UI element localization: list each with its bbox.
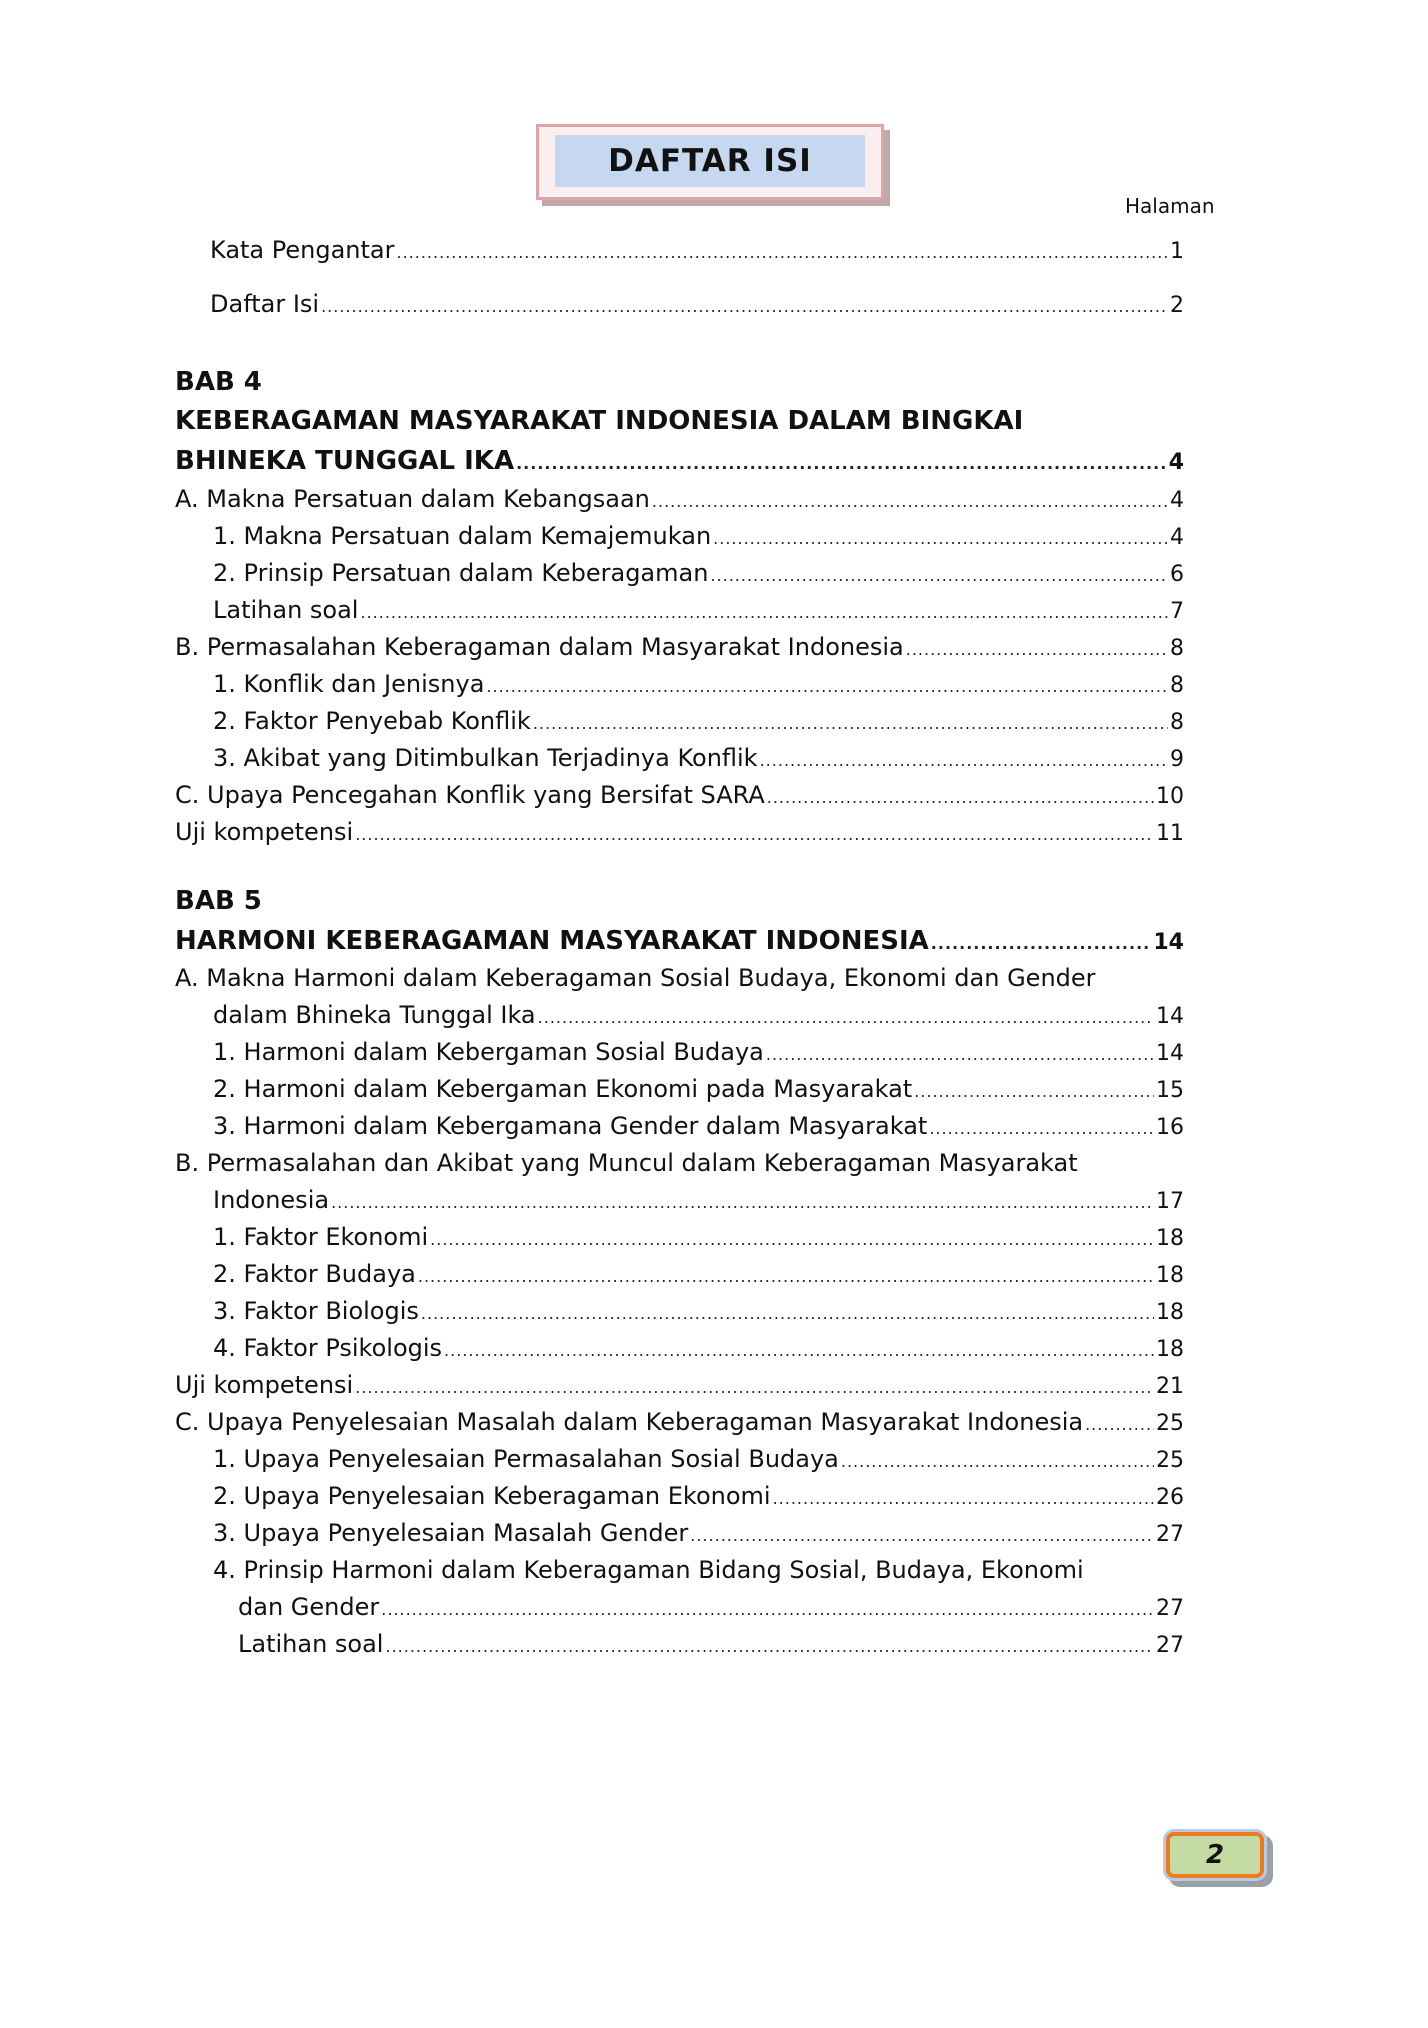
- toc-entry-label: Uji kompetensi: [175, 818, 354, 846]
- toc-entry-label: dan Gender: [238, 1593, 380, 1621]
- dot-leader: [931, 929, 1152, 959]
- toc-entry-label: 2. Faktor Penyebab Konflik: [213, 707, 531, 735]
- dot-leader: [516, 449, 1167, 479]
- toc-entry[interactable]: [213, 1481, 1184, 1514]
- toc-entry-label: Kata Pengantar: [210, 236, 395, 264]
- toc-entry[interactable]: [238, 1629, 1184, 1662]
- dot-leader: [385, 1632, 1154, 1662]
- dot-leader: [710, 561, 1168, 591]
- toc-entry[interactable]: [238, 1592, 1184, 1625]
- toc-entry-page: 26: [1156, 1485, 1184, 1510]
- toc-entry-page: 7: [1170, 599, 1184, 624]
- dot-leader: [1085, 1410, 1154, 1440]
- dot-leader: [486, 672, 1168, 702]
- toc-entry-page: 8: [1170, 673, 1184, 698]
- toc-entry-page: 25: [1156, 1411, 1184, 1436]
- toc-entry-page: 11: [1156, 821, 1184, 846]
- toc-entry-page: 14: [1156, 1004, 1184, 1029]
- toc-entry-label: 4. Faktor Psikologis: [213, 1334, 443, 1362]
- toc-heading[interactable]: [175, 886, 262, 916]
- toc-entry[interactable]: [175, 1148, 1078, 1178]
- toc-entry-page: 21: [1156, 1374, 1184, 1399]
- toc-entry-label: 1. Makna Persatuan dalam Kemajemukan: [213, 522, 712, 550]
- toc-entry-page: 9: [1170, 747, 1184, 772]
- dot-leader: [766, 1040, 1154, 1070]
- dot-leader: [690, 1521, 1154, 1551]
- toc-entry[interactable]: [213, 706, 1184, 739]
- toc-entry[interactable]: [213, 1259, 1184, 1292]
- dot-leader: [331, 1188, 1154, 1218]
- toc-entry[interactable]: [213, 1074, 1184, 1107]
- toc-entry-label: C. Upaya Penyelesaian Masalah dalam Keberagaman Masyarakat Indonesia: [175, 1408, 1084, 1436]
- page-title: DAFTAR ISI: [608, 143, 812, 179]
- toc-entry[interactable]: [213, 558, 1184, 591]
- toc-entry-label: B. Permasalahan Keberagaman dalam Masyarakat Indonesia: [175, 633, 904, 661]
- toc-entry[interactable]: [213, 1037, 1184, 1070]
- toc-entry[interactable]: [175, 817, 1184, 850]
- toc-entry-page: 17: [1156, 1189, 1184, 1214]
- toc-entry-label: 1. Faktor Ekonomi: [213, 1223, 429, 1251]
- toc-entry-label: 2. Harmoni dalam Kebergaman Ekonomi pada Masyarakat: [213, 1075, 913, 1103]
- toc-entry-page: 10: [1156, 784, 1184, 809]
- toc-entry-page: 18: [1156, 1337, 1184, 1362]
- toc-heading[interactable]: [175, 406, 1023, 436]
- dot-leader: [355, 1373, 1154, 1403]
- toc-entry[interactable]: [213, 669, 1184, 702]
- toc-entry-label: BAB 5: [175, 886, 262, 916]
- toc-entry-label: Daftar Isi: [210, 290, 320, 318]
- toc-entry-label: HARMONI KEBERAGAMAN MASYARAKAT INDONESIA: [175, 926, 929, 956]
- toc-entry-page: 27: [1156, 1522, 1184, 1547]
- dot-leader: [652, 487, 1168, 517]
- toc-entry-page: 15: [1156, 1078, 1184, 1103]
- toc-entry-page: 27: [1156, 1633, 1184, 1658]
- dot-leader: [841, 1447, 1154, 1477]
- toc-entry-label: A. Makna Persatuan dalam Kebangsaan: [175, 485, 650, 513]
- page-number: 2: [1205, 1840, 1225, 1870]
- toc-entry[interactable]: [175, 632, 1184, 665]
- toc-entry-label: 2. Upaya Penyelesaian Keberagaman Ekonomi: [213, 1482, 771, 1510]
- toc-entry-label: 3. Upaya Penyelesaian Masalah Gender: [213, 1519, 689, 1547]
- toc-entry-label: 1. Konflik dan Jenisnya: [213, 670, 485, 698]
- toc-title-inner: [555, 135, 865, 187]
- toc-entry-label: 4. Prinsip Harmoni dalam Keberagaman Bidang Sosial, Budaya, Ekonomi: [213, 1556, 1084, 1584]
- toc-entry[interactable]: [213, 1222, 1184, 1255]
- dot-leader: [533, 709, 1168, 739]
- toc-entry-label: Latihan soal: [238, 1630, 384, 1658]
- dot-leader: [538, 1003, 1154, 1033]
- dot-leader: [914, 1077, 1154, 1107]
- toc-entry-page: 14: [1153, 930, 1184, 955]
- toc-entry[interactable]: [213, 1444, 1184, 1477]
- dot-leader: [421, 1299, 1154, 1329]
- toc-entry-page: 8: [1170, 710, 1184, 735]
- dot-leader: [360, 598, 1168, 628]
- toc-entry[interactable]: [175, 963, 1096, 993]
- toc-entry-label: 3. Faktor Biologis: [213, 1297, 419, 1325]
- toc-entry-label: 1. Harmoni dalam Kebergaman Sosial Budaya: [213, 1038, 764, 1066]
- toc-entry-label: KEBERAGAMAN MASYARAKAT INDONESIA DALAM BINGKAI: [175, 406, 1024, 436]
- dot-leader: [906, 635, 1168, 665]
- dot-leader: [760, 746, 1168, 776]
- dot-leader: [929, 1114, 1154, 1144]
- toc-entry-page: 6: [1170, 562, 1184, 587]
- toc-entry-label: dalam Bhineka Tunggal Ika: [213, 1001, 536, 1029]
- toc-heading[interactable]: [175, 367, 262, 397]
- page-column-label: Halaman: [1125, 194, 1215, 218]
- dot-leader: [418, 1262, 1154, 1292]
- toc-entry-label: B. Permasalahan dan Akibat yang Muncul dalam Keberagaman Masyarakat: [175, 1149, 1078, 1177]
- toc-entry[interactable]: [213, 1296, 1184, 1329]
- toc-entry-label: 2. Faktor Budaya: [213, 1260, 416, 1288]
- toc-entry-label: Indonesia: [213, 1186, 330, 1214]
- toc-entry[interactable]: [213, 1185, 1184, 1218]
- toc-entry[interactable]: [213, 1518, 1184, 1551]
- toc-entry[interactable]: [213, 1111, 1184, 1144]
- toc-entry[interactable]: [210, 235, 1184, 268]
- toc-entry[interactable]: [213, 595, 1184, 628]
- dot-leader: [767, 783, 1154, 813]
- toc-entry-label: 2. Prinsip Persatuan dalam Keberagaman: [213, 559, 709, 587]
- toc-entry-label: Uji kompetensi: [175, 1371, 354, 1399]
- toc-entry-page: 18: [1156, 1226, 1184, 1251]
- toc-entry-page: 18: [1156, 1300, 1184, 1325]
- toc-entry[interactable]: [213, 1333, 1184, 1366]
- dot-leader: [381, 1595, 1154, 1625]
- toc-entry-label: Latihan soal: [213, 596, 359, 624]
- toc-entry-page: 4: [1170, 525, 1184, 550]
- toc-entry-page: 4: [1168, 450, 1184, 475]
- toc-entry-page: 18: [1156, 1263, 1184, 1288]
- toc-entry[interactable]: [175, 1370, 1184, 1403]
- dot-leader: [430, 1225, 1154, 1255]
- toc-entry-page: 2: [1170, 293, 1184, 318]
- dot-leader: [321, 292, 1168, 322]
- toc-entry-page: 25: [1156, 1448, 1184, 1473]
- toc-entry-label: BHINEKA TUNGGAL IKA: [175, 446, 515, 476]
- dot-leader: [397, 238, 1169, 268]
- toc-entry[interactable]: [175, 484, 1184, 517]
- toc-entry-page: 16: [1156, 1115, 1184, 1140]
- toc-heading[interactable]: [175, 926, 1184, 959]
- toc-entry-label: 3. Harmoni dalam Kebergamana Gender dalam Masyarakat: [213, 1112, 928, 1140]
- toc-entry-label: 3. Akibat yang Ditimbulkan Terjadinya Konflik: [213, 744, 758, 772]
- toc-entry-label: A. Makna Harmoni dalam Keberagaman Sosial Budaya, Ekonomi dan Gender: [175, 964, 1096, 992]
- toc-entry-label: C. Upaya Pencegahan Konflik yang Bersifat SARA: [175, 781, 765, 809]
- toc-entry-page: 8: [1170, 636, 1184, 661]
- toc-entry-label: 1. Upaya Penyelesaian Permasalahan Sosial Budaya: [213, 1445, 839, 1473]
- toc-entry[interactable]: [213, 1555, 1084, 1585]
- toc-entry-page: 4: [1170, 488, 1184, 513]
- toc-entry[interactable]: [213, 1000, 1184, 1033]
- toc-entry[interactable]: [175, 780, 1184, 813]
- toc-entry[interactable]: [213, 743, 1184, 776]
- dot-leader: [444, 1336, 1154, 1366]
- toc-heading[interactable]: [175, 446, 1184, 479]
- toc-title-box: [536, 124, 884, 200]
- page-number-badge: [1166, 1832, 1264, 1878]
- toc-entry[interactable]: [213, 521, 1184, 554]
- toc-entry[interactable]: [210, 289, 1184, 322]
- toc-entry-page: 1: [1170, 239, 1184, 264]
- toc-entry[interactable]: [175, 1407, 1184, 1440]
- toc-entry-page: 27: [1156, 1596, 1184, 1621]
- toc-entry-label: BAB 4: [175, 367, 262, 397]
- dot-leader: [355, 820, 1154, 850]
- dot-leader: [713, 524, 1168, 554]
- dot-leader: [773, 1484, 1154, 1514]
- toc-entry-page: 14: [1156, 1041, 1184, 1066]
